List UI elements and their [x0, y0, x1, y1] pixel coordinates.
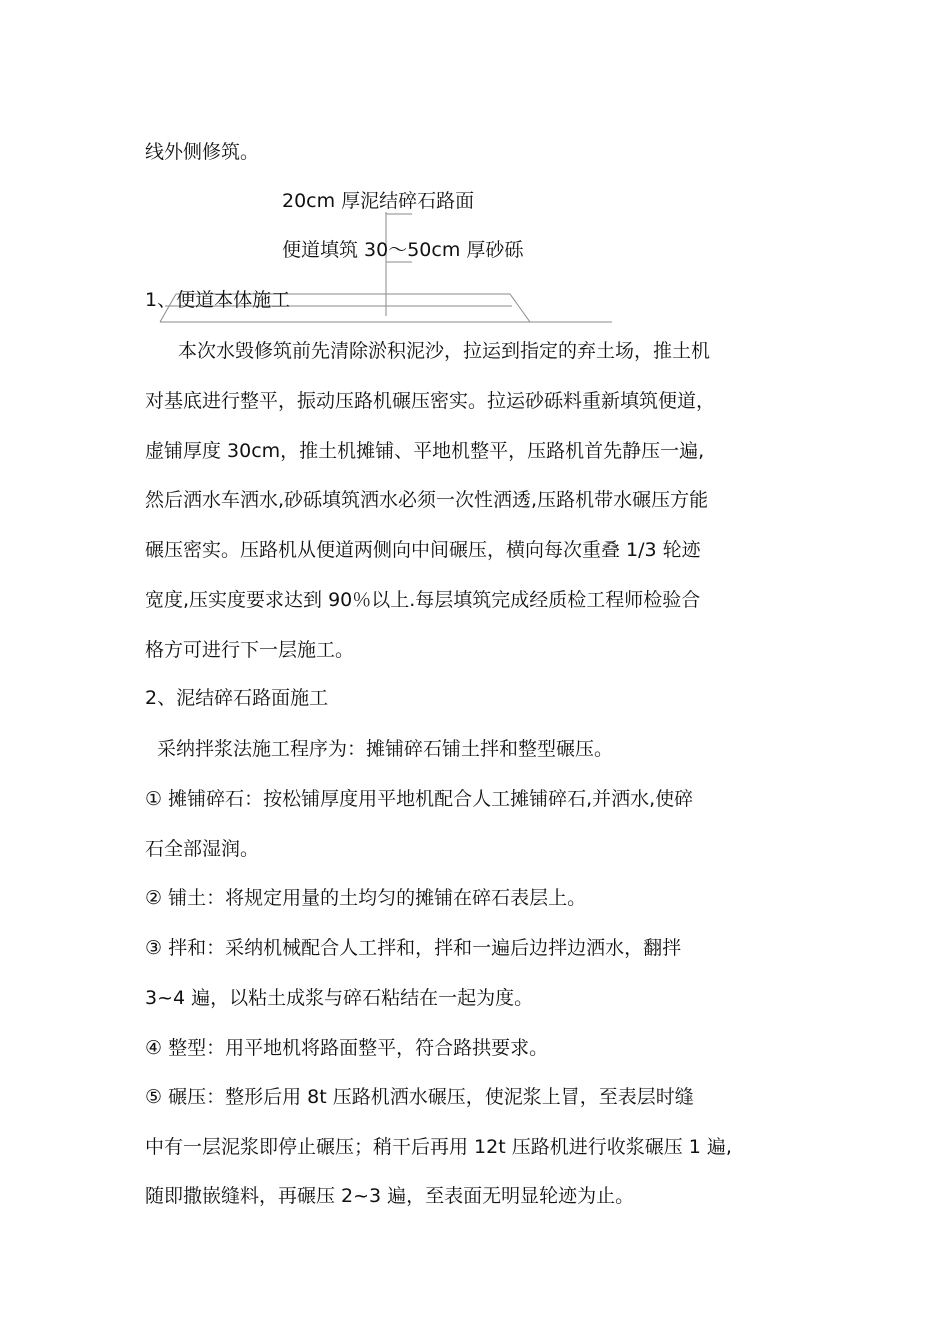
step-line: ③ 拌和：采纳机械配合人工拌和，拌和一遍后边拌边洒水，翻拌: [145, 937, 682, 959]
paragraph-line: 采纳拌浆法施工程序为：摊铺碎石铺土拌和整型碾压。: [157, 738, 614, 760]
paragraph-line: 宽度,压实度要求达到 90％以上.每层填筑完成经质检工程师检验合: [145, 589, 701, 611]
step-line: ⑤ 碾压：整形后用 8t 压路机洒水碾压，使泥浆上冒，至表层时缝: [145, 1086, 694, 1108]
paragraph-line: 虚铺厚度 30cm，推土机摊铺、平地机整平，压路机首先静压一遍,: [145, 440, 705, 462]
paragraph-line: 本次水毁修筑前先清除淤积泥沙，拉运到指定的弃土场，推土机: [178, 340, 711, 362]
diagram-label-surface: 20cm 厚泥结碎石路面: [282, 190, 475, 212]
road-right-slope: [510, 294, 530, 322]
paragraph-line: 格方可进行下一层施工。: [145, 639, 355, 661]
step-line: ① 摊铺碎石：按松铺厚度用平地机配合人工摊铺碎石,并洒水,使碎: [145, 788, 694, 810]
section-heading: 1、便道本体施工: [145, 289, 291, 311]
diagram-label-fill: 便道填筑 30～50cm 厚砂砾: [282, 239, 524, 261]
step-line: ④ 整型：用平地机将路面整平，符合路拱要求。: [145, 1037, 549, 1059]
step-line: 石全部湿润。: [145, 838, 260, 860]
text-line: 线外侧修筑。: [145, 141, 260, 163]
step-line: 随即撒嵌缝料，再碾压 2~3 遍，至表面无明显轮迹为止。: [145, 1185, 635, 1207]
section-heading: 2、泥结碎石路面施工: [145, 687, 329, 709]
paragraph-line: 对基底进行整平，振动压路机碾压密实。拉运砂砾料重新填筑便道，: [145, 390, 716, 412]
step-line: 中有一层泥浆即停止碾压；稍干后再用 12t 压路机进行收浆碾压 1 遍,: [145, 1136, 732, 1158]
step-line: ② 铺土：将规定用量的土均匀的摊铺在碎石表层上。: [145, 887, 587, 909]
paragraph-line: 然后洒水车洒水,砂砾填筑洒水必须一次性洒透,压路机带水碾压方能: [145, 489, 709, 511]
step-line: 3~4 遍，以粘土成浆与碎石粘结在一起为度。: [145, 987, 534, 1009]
paragraph-line: 碾压密实。压路机从便道两侧向中间碾压，横向每次重叠 1/3 轮迹: [145, 539, 701, 561]
